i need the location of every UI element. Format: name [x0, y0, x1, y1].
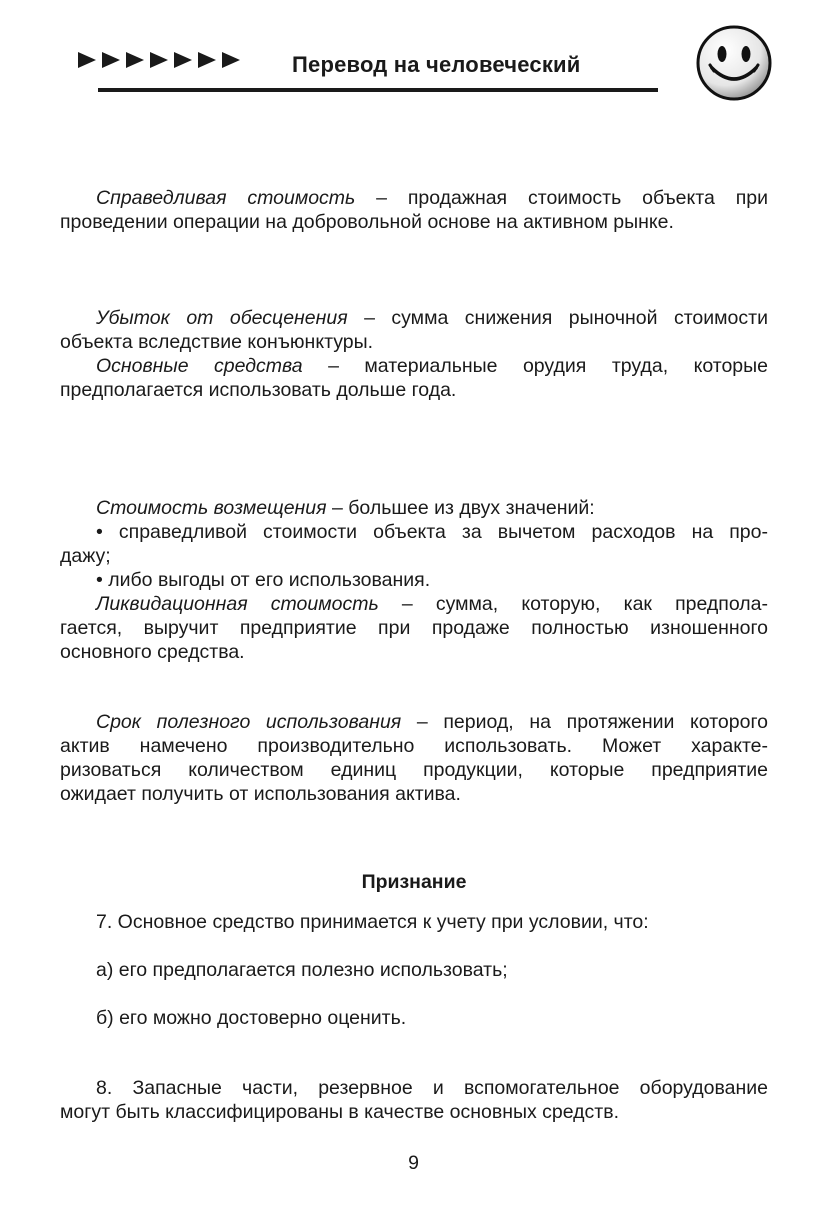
- page-number: 9: [408, 1152, 419, 1174]
- definition-text: актив намечено производительно использовать. Может характе-: [60, 735, 768, 757]
- definition-text: – сумма снижения рыночной стоимости: [347, 307, 768, 329]
- definition-text: ризоваться количеством единиц продукции, которые предприятие: [60, 759, 768, 781]
- definition-term: Стоимость возмещения: [96, 497, 327, 519]
- header-title: Перевод на человеческий: [292, 52, 581, 77]
- section-heading: Признание: [361, 871, 467, 893]
- header-arrows: [76, 50, 242, 70]
- definition-text: проведении операции на добровольной основе на активном рынке.: [60, 211, 674, 233]
- play-arrow-icon: [220, 50, 242, 70]
- bullet-item: [60, 568, 768, 592]
- play-arrow-icon: [172, 50, 194, 70]
- play-arrow-icon: [76, 50, 98, 70]
- play-arrow-icon: [100, 50, 122, 70]
- definition-text: – период, на протяжении которого: [401, 711, 768, 733]
- definition-text: – материальные орудия труда, которые: [302, 355, 768, 377]
- play-arrow-icon: [196, 50, 218, 70]
- definition-text: предполагается использовать дольше года.: [60, 379, 457, 401]
- definition-residual-value: [60, 592, 768, 664]
- definition-text: – большее из двух значений:: [326, 497, 595, 519]
- definition-fair-value: [60, 186, 768, 234]
- definition-text: – сумма, которую, как предпола-: [378, 593, 768, 615]
- recognition-item: [60, 958, 768, 982]
- page-header: [0, 0, 827, 130]
- definition-term: Срок полезного использования: [96, 711, 402, 733]
- definition-term: Справедливая стоимость: [96, 187, 356, 209]
- definition-text: объекта вследствие конъюнктуры.: [60, 331, 374, 353]
- header-rule: [98, 88, 658, 92]
- bullet-text: • справедливой стоимости объекта за вычетом расходов на про-: [96, 521, 768, 543]
- definition-term: Убыток от обесценения: [96, 307, 348, 329]
- bullet-text: дажу;: [60, 545, 111, 567]
- recognition-text: могут быть классифицированы в качестве основных средств.: [60, 1101, 620, 1123]
- definition-text: гается, выручит предприятие при продаже полностью изношенного: [60, 617, 768, 639]
- recognition-text: 7. Основное средство принимается к учету при условии, что:: [96, 911, 649, 933]
- recognition-text: б) его можно достоверно оценить.: [96, 1007, 407, 1029]
- definition-term: Основные средства: [96, 355, 303, 377]
- bullet-text: • либо выгоды от его использования.: [96, 569, 431, 591]
- play-arrow-icon: [148, 50, 170, 70]
- definition-fixed-assets: [60, 354, 768, 402]
- play-arrow-icon: [124, 50, 146, 70]
- bullet-item: [60, 520, 768, 568]
- definition-text: ожидает получить от использования актива.: [60, 783, 461, 805]
- definition-text: основного средства.: [60, 641, 245, 663]
- definition-text: – продажная стоимость объекта при: [355, 187, 768, 209]
- recognition-item: [60, 1076, 768, 1124]
- definition-term: Ликвидационная стоимость: [96, 593, 379, 615]
- recognition-text: а) его предполагается полезно использовать;: [96, 959, 508, 981]
- definition-impairment-loss: [60, 306, 768, 354]
- recognition-item: [60, 1006, 768, 1030]
- definition-recoverable-amount: [60, 496, 768, 520]
- definition-useful-life: [60, 710, 768, 806]
- recognition-text: 8. Запасные части, резервное и вспомогательное оборудование: [96, 1077, 768, 1099]
- smiley-face-icon: [695, 24, 773, 102]
- recognition-item: [60, 910, 768, 934]
